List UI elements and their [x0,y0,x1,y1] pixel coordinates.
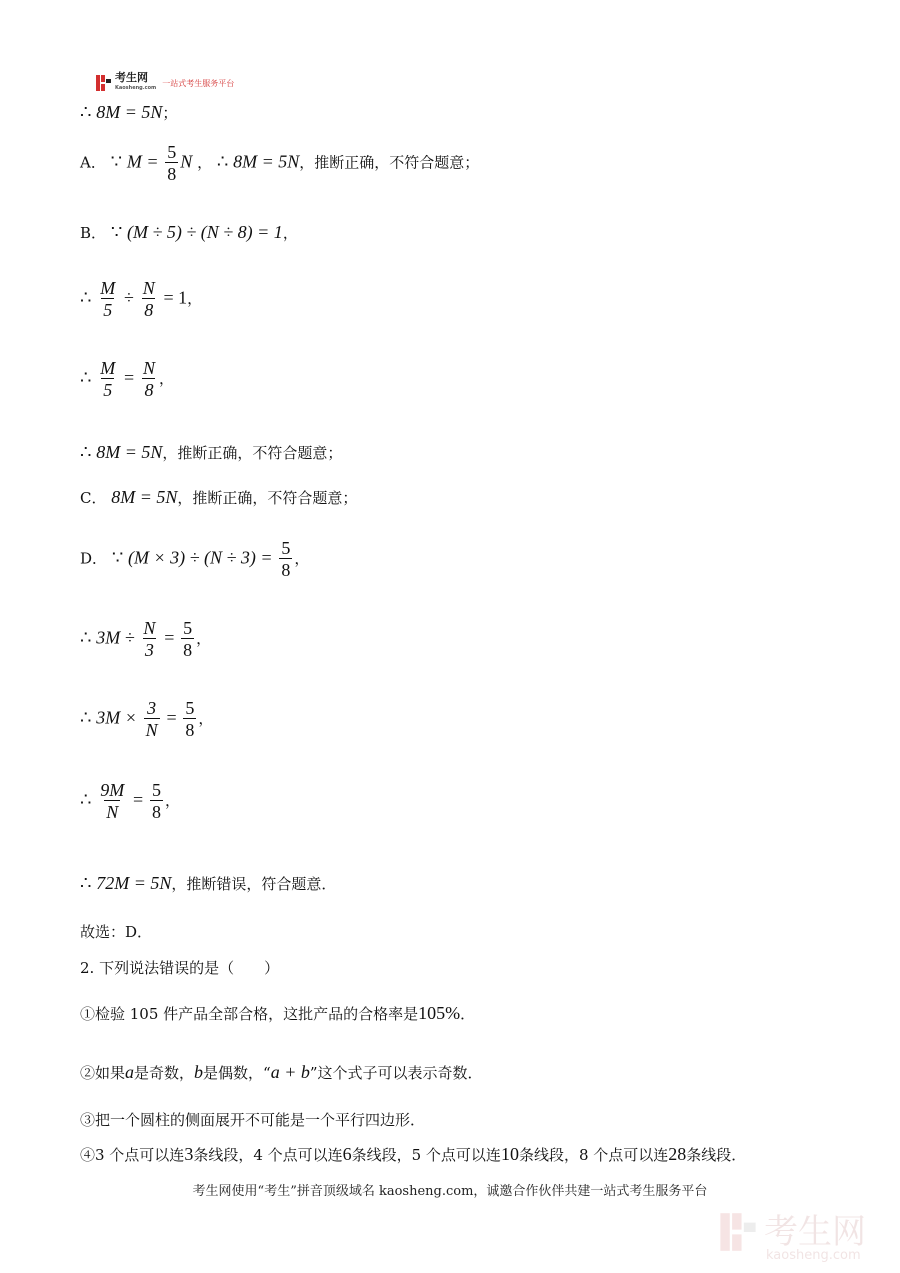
statement-2: ②如果a是奇数，b是偶数，“a + b”这个式子可以表示奇数． [80,1062,483,1082]
option-b-line-1: B． ∵ (M ÷ 5) ÷ (N ÷ 8) = 1， [80,222,298,243]
page-footer: 考生网使用“考生”拼音顶级域名 kaosheng.com，诚邀合作伙伴共建一站式考生服务平台 [192,1184,708,1199]
option-d-line-1: D． ∵ (M × 3) ÷ (N ÷ 3) = $\frac{5}{8}$ ， [80,538,310,580]
option-d-line-4: ∴ $\frac{9M}{N}$ = $\frac{5}{8}$ ， [80,780,180,822]
option-b-line-4: ∴ 8M = 5N，推断正确，不符合题意； [80,442,343,463]
watermark-sub: kaosheng.com [766,1248,861,1263]
watermark [718,1210,866,1263]
header-logo [95,72,234,94]
option-b-line-3: ∴ $\frac{M}{5}$ = $\frac{N}{8}$ ， [80,358,174,400]
question-2-title: 2. 下列说法错误的是（ ） [80,959,280,977]
option-d-line-5: ∴ 72M = 5N，推断错误，符合题意． [80,873,337,894]
statement-3: ③把一个圆柱的侧面展开不可能是一个平行四边形． [80,1111,426,1129]
brand-name: 考生网 Kaosheng.com [115,72,156,94]
answer-line: 故选：D． [80,923,153,941]
option-d-line-3: ∴ 3M × $\frac{3}{N}$ = $\frac{5}{8}$ ， [80,698,214,740]
option-d-line-2: ∴ 3M ÷ $\frac{N}{3}$ = $\frac{5}{8}$ ， [80,618,212,660]
option-c-line: C． 8M = 5N，推断正确，不符合题意； [80,487,358,507]
statement-4: ④3 个点可以连3条线段，4 个点可以连6条线段，5 个点可以连10条线段，8 个点可以连28条线段． [80,1144,747,1164]
watermark-logo-icon [718,1210,758,1254]
option-b-line-2: ∴ $\frac{M}{5}$ ÷ $\frac{N}{8}$ = 1， [80,278,203,320]
statement-1: ①检验 105 件产品全部合格，这批产品的合格率是105%． [80,1003,476,1023]
kaosheng-logo-icon [95,74,112,92]
brand-sub: Kaosheng.com [115,85,157,91]
watermark-brand: 考生网 [764,1212,866,1252]
line-therefore-1: ∴ 8M = 5N； [80,102,178,123]
option-a-line: A． ∵ M = $\frac{5}{8}$ N ， ∴ 8M = 5N，推断正确，不符合题意； [80,142,480,184]
header-tagline: 一站式考生服务平台 [162,78,235,88]
